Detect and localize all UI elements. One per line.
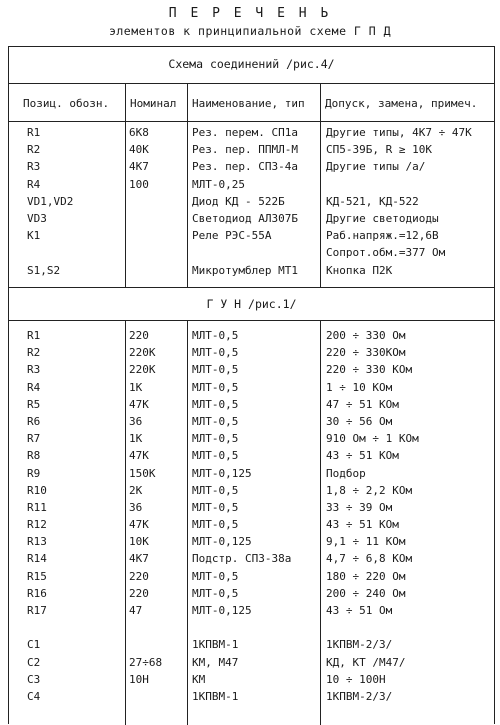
cell-name-type: Диод КД - 522Б [192, 194, 285, 208]
cell-position: R12 [27, 518, 47, 532]
cell-position: S1,S2 [27, 263, 61, 277]
table-row [9, 160, 494, 177]
table-row [9, 467, 494, 484]
cell-name-type: МЛТ-0,125 [192, 535, 252, 549]
cell-position: К1 [27, 229, 41, 243]
cell-position: R9 [27, 466, 41, 480]
cell-nominal: 1К [129, 432, 143, 446]
cell-position: R1 [27, 126, 41, 139]
cell-name-type: МЛТ-0,5 [192, 483, 239, 497]
header-tolerance: Допуск, замена, примеч. [325, 97, 478, 110]
elements-table [8, 46, 495, 724]
cell-nominal: 47К [129, 518, 149, 532]
cell-nominal: 220К [129, 346, 156, 360]
cell-position: R1 [27, 329, 41, 342]
header-name-type: Наименование, тип [192, 97, 305, 110]
cell-name-type: МЛТ-0,5 [192, 329, 239, 342]
header-position: Позиц. обозн. [23, 97, 110, 110]
cell-nominal: 10К [129, 535, 149, 549]
cell-nominal: 1К [129, 380, 143, 394]
cell-name-type: МЛТ-0,5 [192, 397, 239, 411]
cell-position: С4 [27, 689, 41, 703]
cell-name-type: МЛТ-0,5 [192, 500, 239, 514]
cell-nominal: 4К7 [129, 552, 149, 566]
cell-name-type: МЛТ-0,5 [192, 569, 239, 583]
table-row [9, 126, 494, 143]
cell-position: R14 [27, 552, 47, 566]
table-row [9, 501, 494, 518]
cell-name-type: МЛТ-0,5 [192, 449, 239, 463]
cell-position: С3 [27, 672, 41, 686]
cell-nominal: 36 [129, 500, 143, 514]
cell-position: R10 [27, 483, 47, 497]
cell-name-type: КМ, М47 [192, 655, 239, 669]
cell-tolerance: Другие светодиоды [326, 211, 439, 225]
cell-tolerance: 1 ÷ 10 КОм [326, 380, 393, 394]
table-row [9, 656, 494, 673]
cell-position: С1 [27, 638, 41, 652]
cell-tolerance: 43 ÷ 51 КОм [326, 518, 399, 532]
cell-tolerance: 200 ÷ 240 Ом [326, 586, 406, 600]
cell-position: R2 [27, 346, 41, 360]
cell-tolerance: 220 ÷ 330КОм [326, 346, 406, 360]
cell-name-type: 1КПВМ-1 [192, 689, 239, 703]
cell-name-type: МЛТ-0,5 [192, 346, 239, 360]
table-row [9, 449, 494, 466]
cell-name-type: 1КПВМ-1 [192, 638, 239, 652]
cell-tolerance: 1КПВМ-2/3/ [326, 689, 393, 703]
cell-tolerance: 9,1 ÷ 11 КОм [326, 535, 406, 549]
cell-position: R2 [27, 143, 41, 157]
cell-name-type: КМ [192, 672, 206, 686]
cell-nominal: 40К [129, 143, 149, 157]
table-row [9, 329, 494, 346]
cell-position: R5 [27, 397, 41, 411]
table-row [9, 604, 494, 621]
cell-tolerance: 1,8 ÷ 2,2 КОм [326, 483, 413, 497]
cell-nominal: 27÷68 [129, 655, 163, 669]
cell-nominal: 6К8 [129, 126, 149, 139]
cell-name-type: Реле РЭС-55А [192, 229, 272, 243]
cell-nominal: 47 [129, 604, 143, 617]
cell-position: R16 [27, 586, 47, 600]
cell-position: R13 [27, 535, 47, 549]
table-row [9, 638, 494, 655]
cell-name-type: МЛТ-0,25 [192, 177, 245, 191]
cell-position: R15 [27, 569, 47, 583]
divider [9, 320, 494, 321]
cell-nominal: 2К [129, 483, 143, 497]
cell-position: R4 [27, 380, 41, 394]
table-row [9, 229, 494, 246]
cell-nominal: 36 [129, 414, 143, 428]
cell-position: R3 [27, 160, 41, 174]
cell-position: VD1,VD2 [27, 194, 74, 208]
table-row [9, 363, 494, 380]
divider [9, 287, 494, 288]
table-row [9, 673, 494, 690]
cell-name-type: Рез. пер. ППМЛ-М [192, 143, 298, 157]
section2-rows [9, 329, 494, 707]
section1-title: Схема соединений /рис.4/ [168, 57, 335, 71]
divider [9, 121, 494, 122]
table-row [9, 570, 494, 587]
cell-tolerance: 33 ÷ 39 Ом [326, 500, 393, 514]
cell-name-type: МЛТ-0,5 [192, 432, 239, 446]
cell-name-type: Рез. пер. СП3-4а [192, 160, 298, 174]
cell-nominal: 220К [129, 363, 156, 377]
table-row [9, 398, 494, 415]
section2-title: Г У Н /рис.1/ [206, 297, 297, 311]
cell-tolerance: 910 Ом ÷ 1 КОм [326, 432, 419, 446]
cell-nominal: 220 [129, 586, 149, 600]
table-row [9, 587, 494, 604]
table-row [9, 535, 494, 552]
cell-nominal: 47К [129, 397, 149, 411]
cell-tolerance: Другие типы /а/ [326, 160, 426, 174]
table-row [9, 264, 494, 281]
header-nominal: Номинал [130, 97, 177, 110]
cell-tolerance: 180 ÷ 220 Ом [326, 569, 406, 583]
cell-name-type: Микротумблер МТ1 [192, 263, 298, 277]
cell-tolerance: 43 ÷ 51 КОм [326, 449, 399, 463]
cell-tolerance: 30 ÷ 56 Ом [326, 414, 393, 428]
cell-name-type: МЛТ-0,5 [192, 586, 239, 600]
cell-tolerance: 4,7 ÷ 6,8 КОм [326, 552, 413, 566]
cell-name-type: МЛТ-0,5 [192, 380, 239, 394]
cell-name-type: МЛТ-0,5 [192, 363, 239, 377]
cell-position: R6 [27, 414, 41, 428]
cell-position: R17 [27, 604, 47, 617]
cell-nominal: 10Н [129, 672, 149, 686]
cell-position: R8 [27, 449, 41, 463]
cell-name-type: МЛТ-0,125 [192, 466, 252, 480]
cell-nominal: 150К [129, 466, 156, 480]
cell-position: VD3 [27, 211, 47, 225]
cell-tolerance: КД, КТ /М47/ [326, 655, 406, 669]
table-row [9, 432, 494, 449]
cell-nominal: 47К [129, 449, 149, 463]
cell-tolerance: 47 ÷ 51 КОм [326, 397, 399, 411]
table-row [9, 381, 494, 398]
cell-nominal: 100 [129, 177, 149, 191]
table-row [9, 212, 494, 229]
page-title: П Е Р Е Ч Е Н Ь [168, 6, 332, 21]
cell-tolerance: 43 ÷ 51 Ом [326, 604, 393, 617]
table-row [9, 246, 494, 263]
page-subtitle: элементов к принципиальной схеме Г П Д [108, 24, 392, 38]
cell-name-type: Подстр. СП3-38а [192, 552, 292, 566]
table-row [9, 690, 494, 707]
table-row [9, 178, 494, 195]
section1-rows [9, 126, 494, 281]
cell-tolerance: 200 ÷ 330 Ом [326, 329, 406, 342]
cell-name-type: МЛТ-0,5 [192, 414, 239, 428]
table-row [9, 143, 494, 160]
cell-position: R11 [27, 500, 47, 514]
cell-tolerance: Кнопка П2К [326, 263, 393, 277]
cell-tolerance: Сопрот.обм.=377 Ом [326, 246, 446, 260]
divider [9, 83, 494, 84]
table-row [9, 552, 494, 569]
cell-nominal: 220 [129, 569, 149, 583]
cell-position: R7 [27, 432, 41, 446]
cell-name-type: Светодиод АЛ307Б [192, 211, 298, 225]
table-row [9, 415, 494, 432]
cell-name-type: МЛТ-0,5 [192, 518, 239, 532]
cell-position: R4 [27, 177, 41, 191]
cell-tolerance: 220 ÷ 330 КОм [326, 363, 413, 377]
cell-tolerance: 10 ÷ 100Н [326, 672, 386, 686]
table-row [9, 195, 494, 212]
cell-tolerance: Другие типы, 4К7 ÷ 47К [326, 126, 472, 139]
cell-nominal: 220 [129, 329, 149, 342]
cell-tolerance: Подбор [326, 466, 366, 480]
cell-position: С2 [27, 655, 41, 669]
table-row [9, 621, 494, 638]
table-row [9, 518, 494, 535]
cell-tolerance: КД-521, КД-522 [326, 194, 419, 208]
cell-tolerance: Раб.напряж.=12,6В [326, 229, 439, 243]
cell-name-type: МЛТ-0,125 [192, 604, 252, 617]
cell-position: R3 [27, 363, 41, 377]
table-row [9, 484, 494, 501]
cell-nominal: 4К7 [129, 160, 149, 174]
table-row [9, 346, 494, 363]
cell-tolerance: 1КПВМ-2/3/ [326, 638, 393, 652]
cell-name-type: Рез. перем. СП1а [192, 126, 298, 139]
cell-tolerance: СП5-39Б, R ≥ 10К [326, 143, 432, 157]
